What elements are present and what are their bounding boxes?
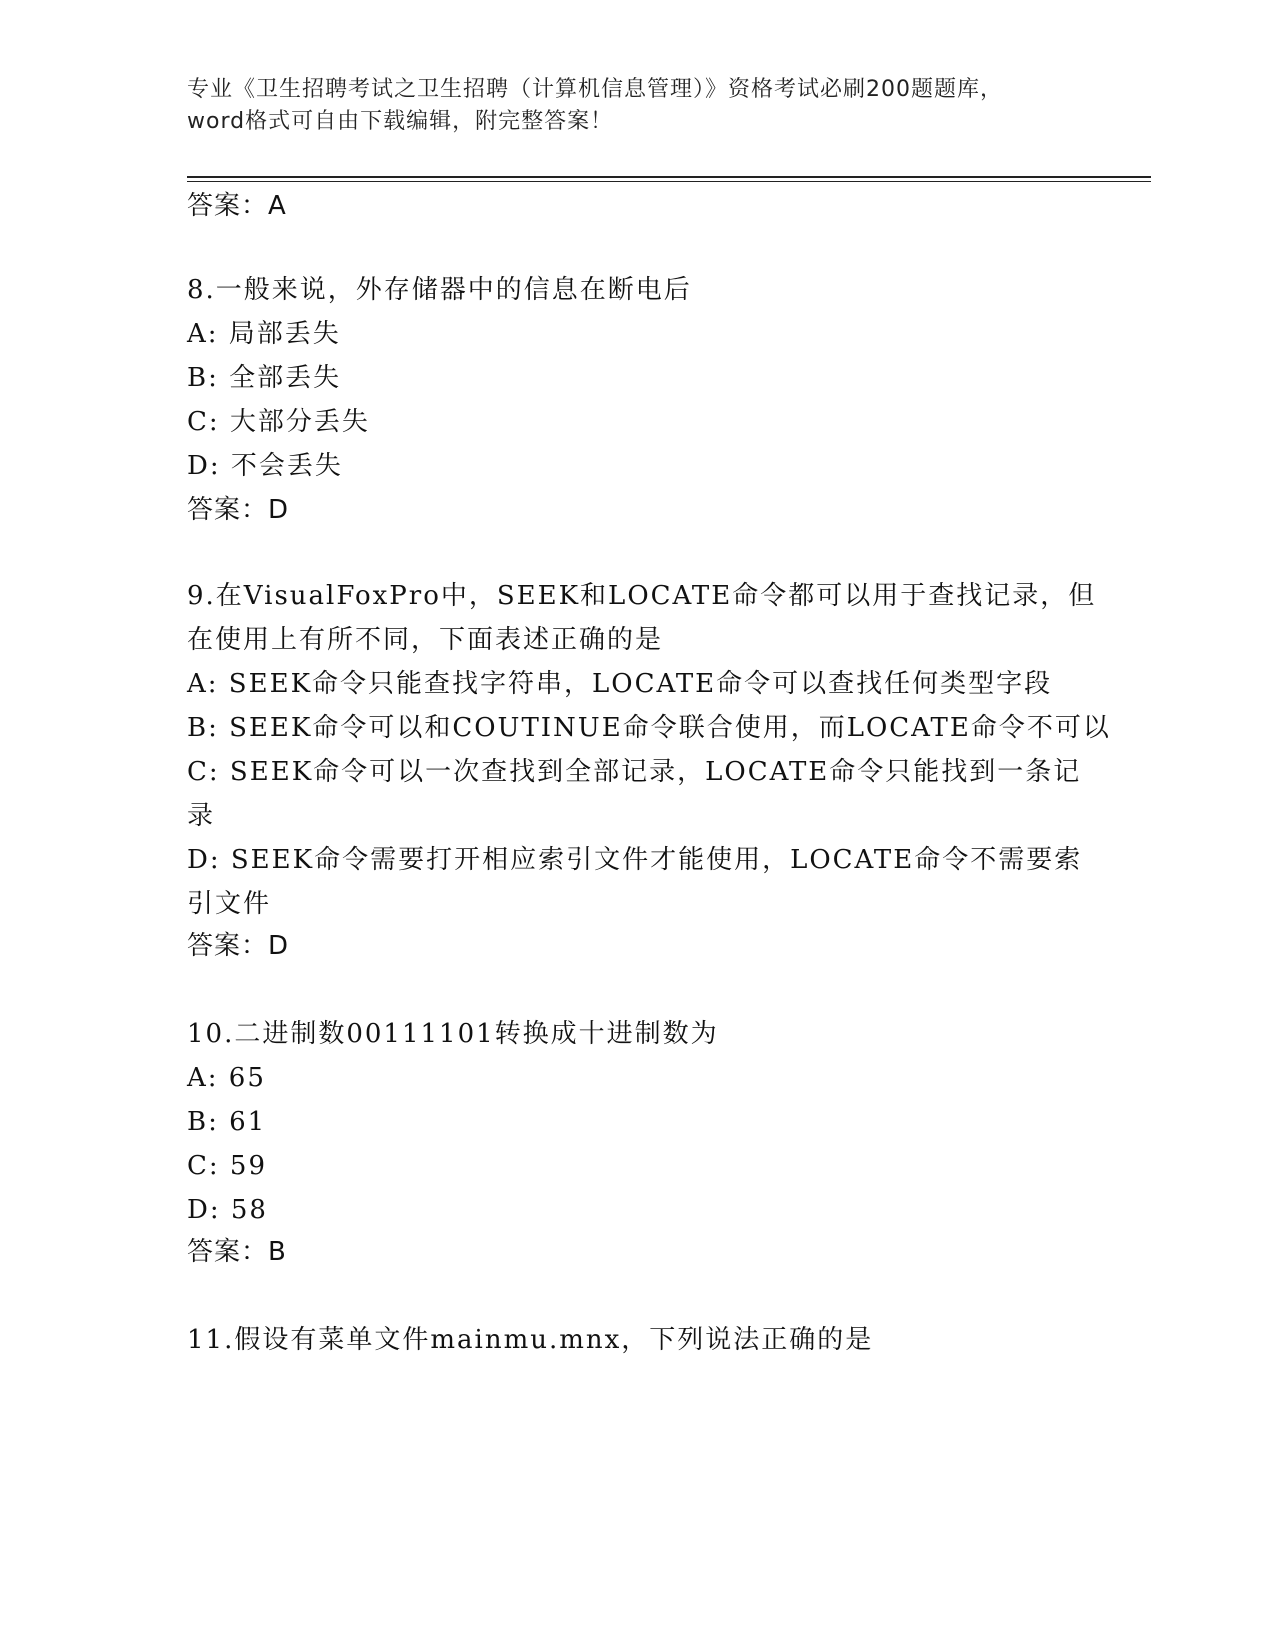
question-9-option-d-line-2: 引文件 bbox=[187, 889, 272, 919]
question-10-option-c: C: 59 bbox=[187, 1151, 268, 1181]
question-8-option-b: B: 全部丢失 bbox=[187, 363, 342, 393]
header-divider bbox=[187, 176, 1151, 178]
question-8-text: 8.一般来说，外存储器中的信息在断电后 bbox=[187, 275, 692, 305]
question-8-option-a: A: 局部丢失 bbox=[187, 319, 341, 349]
question-10-option-a: A: 65 bbox=[187, 1063, 266, 1093]
question-9-option-c-line-1: C: SEEK命令可以一次查找到全部记录，LOCATE命令只能找到一条记 bbox=[187, 757, 1082, 787]
answer-label: 答案：A bbox=[187, 191, 287, 221]
header-line-2: word格式可自由下载编辑，附完整答案！ bbox=[187, 109, 614, 134]
question-9-option-b: B: SEEK命令可以和COUTINUE命令联合使用，而LOCATE命令不可以 bbox=[187, 713, 1111, 743]
question-9-option-d-line-1: D: SEEK命令需要打开相应索引文件才能使用，LOCATE命令不需要索 bbox=[187, 845, 1083, 875]
question-9-text-line-2: 在使用上有所不同，下面表述正确的是 bbox=[187, 625, 664, 655]
question-10-text: 10.二进制数00111101转换成十进制数为 bbox=[187, 1019, 719, 1049]
header-divider-thin bbox=[187, 181, 1151, 182]
question-9-text-line-1: 9.在VisualFoxPro中，SEEK和LOCATE命令都可以用于查找记录，但 bbox=[187, 581, 1097, 611]
question-9-option-c-line-2: 录 bbox=[187, 801, 216, 831]
question-10-option-d: D: 58 bbox=[187, 1195, 268, 1225]
question-8-answer: 答案：D bbox=[187, 495, 290, 525]
question-9-option-a: A: SEEK命令只能查找字符串，LOCATE命令可以查找任何类型字段 bbox=[187, 669, 1053, 699]
question-11-text: 11.假设有菜单文件mainmu.mnx，下列说法正确的是 bbox=[187, 1325, 874, 1355]
header-line-1: 专业《卫生招聘考试之卫生招聘（计算机信息管理）》资格考试必刷200题题库， bbox=[187, 77, 1003, 102]
question-10-answer: 答案：B bbox=[187, 1237, 287, 1267]
question-8-option-d: D: 不会丢失 bbox=[187, 451, 343, 481]
document-header bbox=[187, 74, 1087, 138]
question-8-option-c: C: 大部分丢失 bbox=[187, 407, 370, 437]
question-10-option-b: B: 61 bbox=[187, 1107, 267, 1137]
question-9-answer: 答案：D bbox=[187, 931, 290, 961]
